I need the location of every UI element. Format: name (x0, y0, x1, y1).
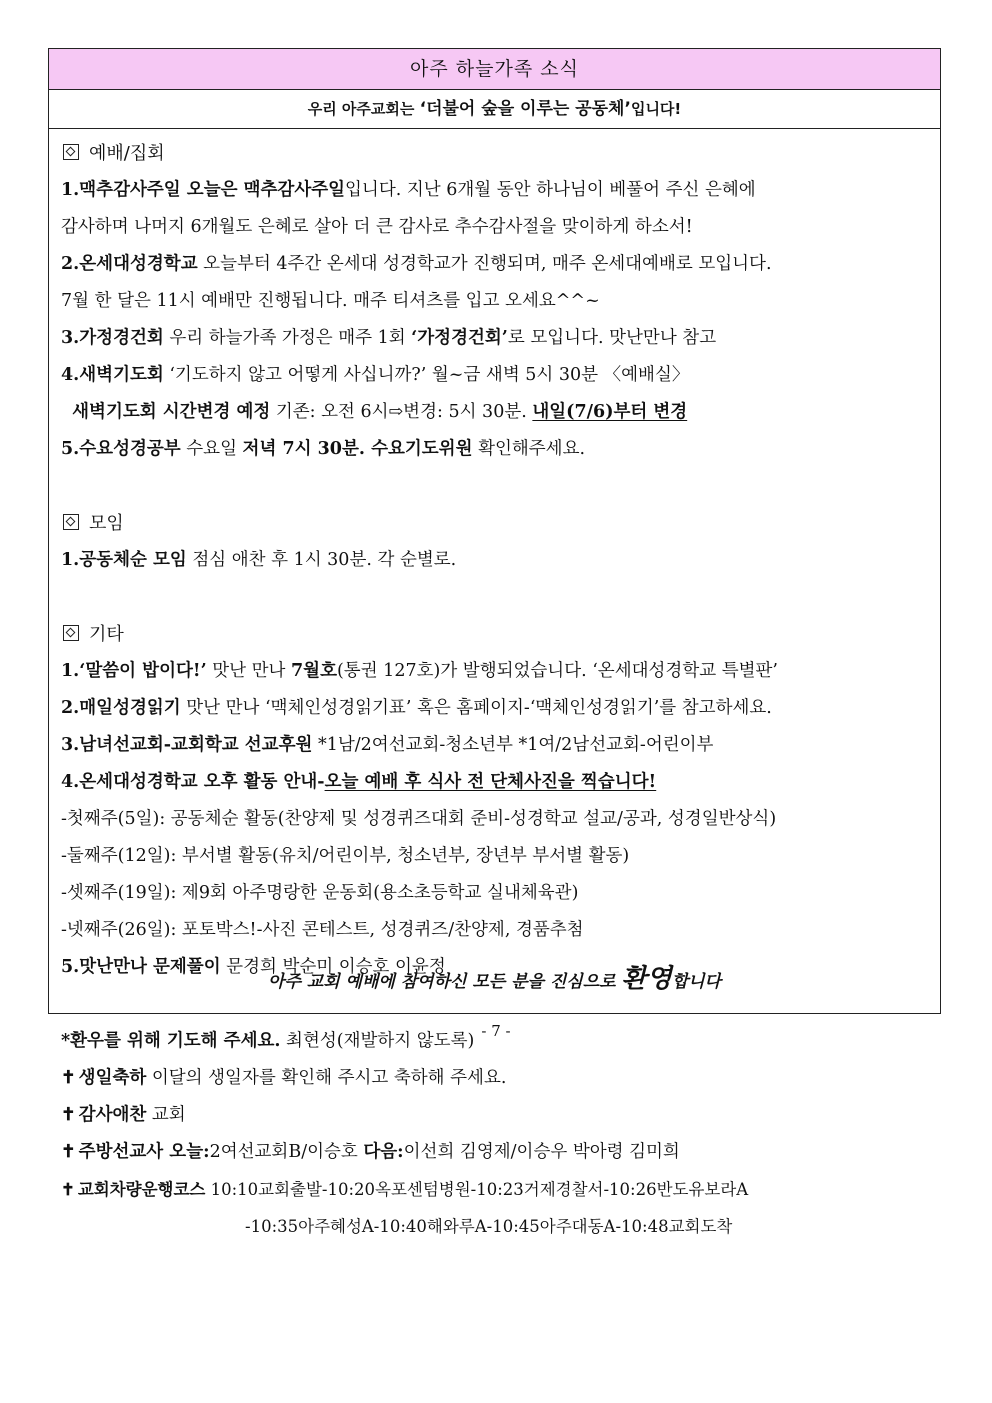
cross-icon: ✝ (61, 1142, 76, 1162)
etc-week-1: -첫째주(5일): 공동체순 활동(찬양제 및 성경퀴즈대회 준비-성경학교 설교/공과, 성경일반상식) (61, 809, 777, 829)
content (49, 129, 940, 1245)
etc-item-3: 3.남녀선교회-교회학교 선교후원 *1남/2여선교회-청소년부 *1여/2남선교회-어린이부 (61, 735, 714, 755)
etc-item-5: 5.맛난만나 문제풀이 문경희 박순미 이승호 이윤정 (61, 957, 446, 977)
square-diamond-icon (63, 144, 79, 160)
cross-icon: ✝ (61, 1180, 75, 1199)
etc-week-4: -넷째주(26일): 포토박스!-사진 콘테스트, 성경퀴즈/찬양제, 경품추첨 (61, 920, 584, 940)
worship-item-3: 3.가정경건회 우리 하늘가족 가정은 매주 1회 ‘가정경건회’로 모입니다. 맛난만나 참고 (61, 328, 717, 348)
prayer-request: *환우를 위해 기도해 주세요. 최현성(재발하지 않도록) (61, 1031, 475, 1051)
page-number: - 7 - (481, 1022, 511, 1040)
thanks-note: ✝ 감사애찬 교회 (61, 1105, 186, 1125)
etc-week-3: -셋째주(19일): 제9회 아주명랑한 운동회(용소초등학교 실내체육관) (61, 883, 579, 903)
welcome-footer: 아주 교회 예배에 참여하신 모든 분을 진심으로 환영합니다 (268, 964, 721, 994)
cross-icon: ✝ (61, 1068, 76, 1088)
page-title: 아주 하늘가족 소식 (49, 49, 940, 90)
etc-item-1: 1.‘말씀이 밥이다!’ 맛난 만나 7월호(통권 127호)가 발행되었습니다. ‘온세대성경학교 특별판’ (61, 661, 778, 681)
newsletter-frame (48, 48, 941, 1236)
birthday-note: ✝ 생일축하 이달의 생일자를 확인해 주시고 축하해 주세요. (61, 1068, 507, 1088)
section-heading-worship: 예배/집회 (61, 135, 940, 172)
section-heading-etc: 기타 (61, 616, 940, 653)
worship-item-1-cont: 감사하며 나머지 6개월도 은혜로 살아 더 큰 감사로 추수감사절을 맞이하게 하소서! (61, 217, 693, 237)
kitchen-note: ✝ 주방선교사 오늘:2여선교회B/이승호 다음:이선희 김영제/이승우 박아령 김미희 (61, 1142, 680, 1162)
bus-route: ✝ 교회차량운행코스 10:10교회출발-10:20옥포센텀병원-10:23거제경찰서-10:26반도유보라A (61, 1180, 749, 1199)
bus-route-cont: -10:35아주혜성A-10:40해와루A-10:45아주대동A-10:48교회도착 (245, 1217, 733, 1236)
section-heading-meeting: 모임 (61, 505, 940, 542)
etc-week-2: -둘째주(12일): 부서별 활동(유치/어린이부, 청소년부, 장년부 부서별 활동) (61, 846, 630, 866)
worship-item-2-cont: 7월 한 달은 11시 예배만 진행됩니다. 매주 티셔츠를 입고 오세요^^~ (61, 291, 600, 311)
subtitle: 우리 아주교회는 ‘더불어 숲을 이루는 공동체’입니다! (49, 90, 940, 129)
worship-item-4-change: 새벽기도회 시간변경 예정 기존: 오전 6시⇨변경: 5시 30분. 내일(7/6)부터 변경 (72, 402, 688, 422)
square-diamond-icon (63, 625, 79, 641)
worship-item-4: 4.새벽기도회 ‘기도하지 않고 어떻게 사십니까?’ 월~금 새벽 5시 30분 〈예배실〉 (61, 365, 690, 385)
worship-item-2: 2.온세대성경학교 오늘부터 4주간 온세대 성경학교가 진행되며, 매주 온세대예배로 모입니다. (61, 254, 772, 274)
meeting-item-1: 1.공동체순 모임 점심 애찬 후 1시 30분. 각 순별로. (61, 550, 457, 570)
etc-item-4: 4.온세대성경학교 오후 활동 안내-오늘 예배 후 식사 전 단체사진을 찍습니다! (61, 772, 657, 792)
square-diamond-icon (63, 514, 79, 530)
cross-icon: ✝ (61, 1105, 76, 1125)
worship-item-1: 1.맥추감사주일 오늘은 맥추감사주일입니다. 지난 6개월 동안 하나님이 베풀어 주신 은혜에 (61, 180, 756, 200)
etc-item-2: 2.매일성경읽기 맛난 만나 ‘맥체인성경읽기표’ 혹은 홈페이지-‘맥체인성경읽기’를 참고하세요. (61, 698, 772, 718)
worship-item-5: 5.수요성경공부 수요일 저녁 7시 30분. 수요기도위원 확인해주세요. (61, 439, 586, 459)
